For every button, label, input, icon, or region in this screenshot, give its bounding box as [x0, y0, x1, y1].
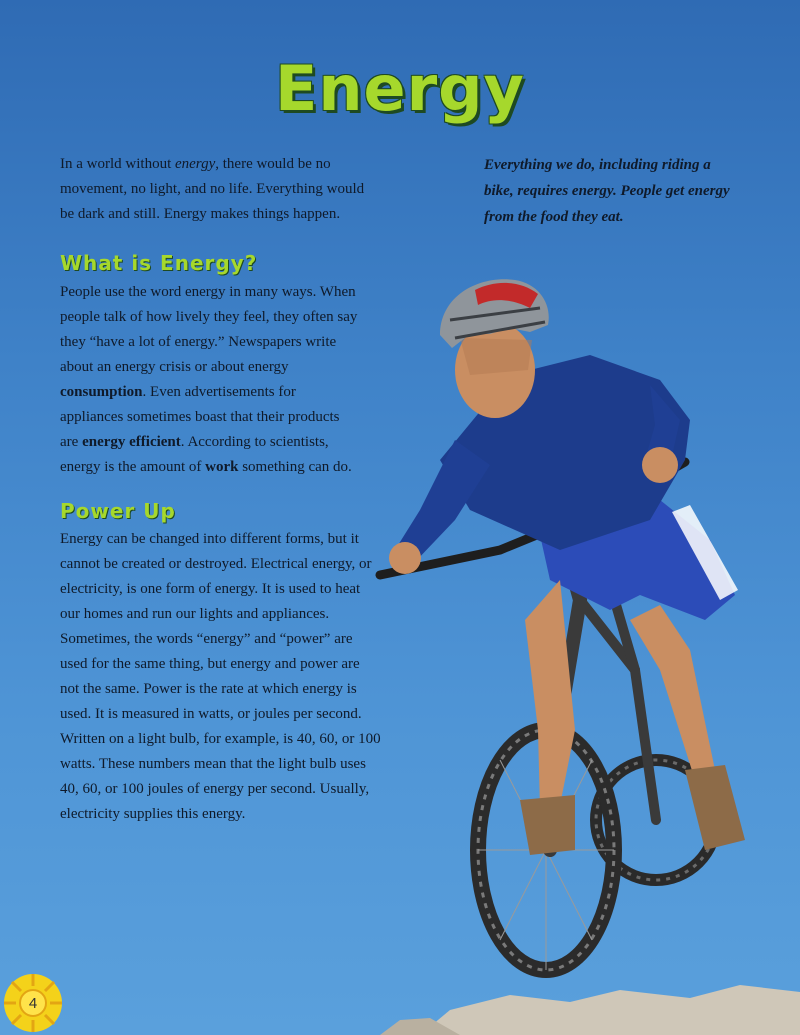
glossary-term-consumption: consumption	[60, 384, 143, 400]
intro-text-after: , there would be no movement, no light, and no life. Everything would be dark and still. Energy makes things happen.	[60, 156, 365, 222]
intro-paragraph	[60, 152, 380, 227]
section-heading-power-up: Power Up	[60, 499, 176, 523]
page-title: Energy	[275, 52, 525, 125]
section-heading-what-is-energy: What is Energy?	[60, 251, 258, 275]
glossary-term-energy-efficient: energy efficient	[82, 434, 181, 450]
intro-emphasis: energy	[174, 156, 216, 172]
glossary-term-work: work	[205, 459, 239, 475]
page-number: 4	[28, 994, 38, 1012]
intro-text-before: In a world without	[60, 156, 175, 172]
sec1-text-3: . According to scientists, energy is the amount of	[60, 434, 329, 475]
section-power-up-text: Energy can be changed into different forms, but it cannot be created or destroyed. Electrical energy, or electricity, is one form of energy. It is used to heat our homes and run our lights and appliances. Sometimes, the words “energy” and “power” are used for the same thing, but energy and power are not the same. Power is the rate at which energy is used. It is measured in watts, or joules per second. Written on a light bulb, for example, is 40, 60, or 100 watts. These numbers mean that the light bulb uses 40, 60, or 100 joules of energy per second. Usually, electricity supplies this energy.	[60, 531, 381, 822]
photo-caption: Everything we do, including riding a bike, requires energy. People get energy from the food they eat.	[484, 157, 730, 225]
section-what-is-energy-text	[60, 280, 360, 480]
sec1-text-2: . Even advertisements for appliances sometimes boast that their products are	[60, 384, 340, 450]
sec1-text-1: People use the word energy in many ways. When people talk of how lively they feel, they often say they “have a lot of energy.” Newspapers write about an energy crisis or about energy	[60, 284, 358, 375]
sec1-text-4: something can do.	[238, 459, 352, 475]
cyclist-photo	[360, 250, 800, 1035]
